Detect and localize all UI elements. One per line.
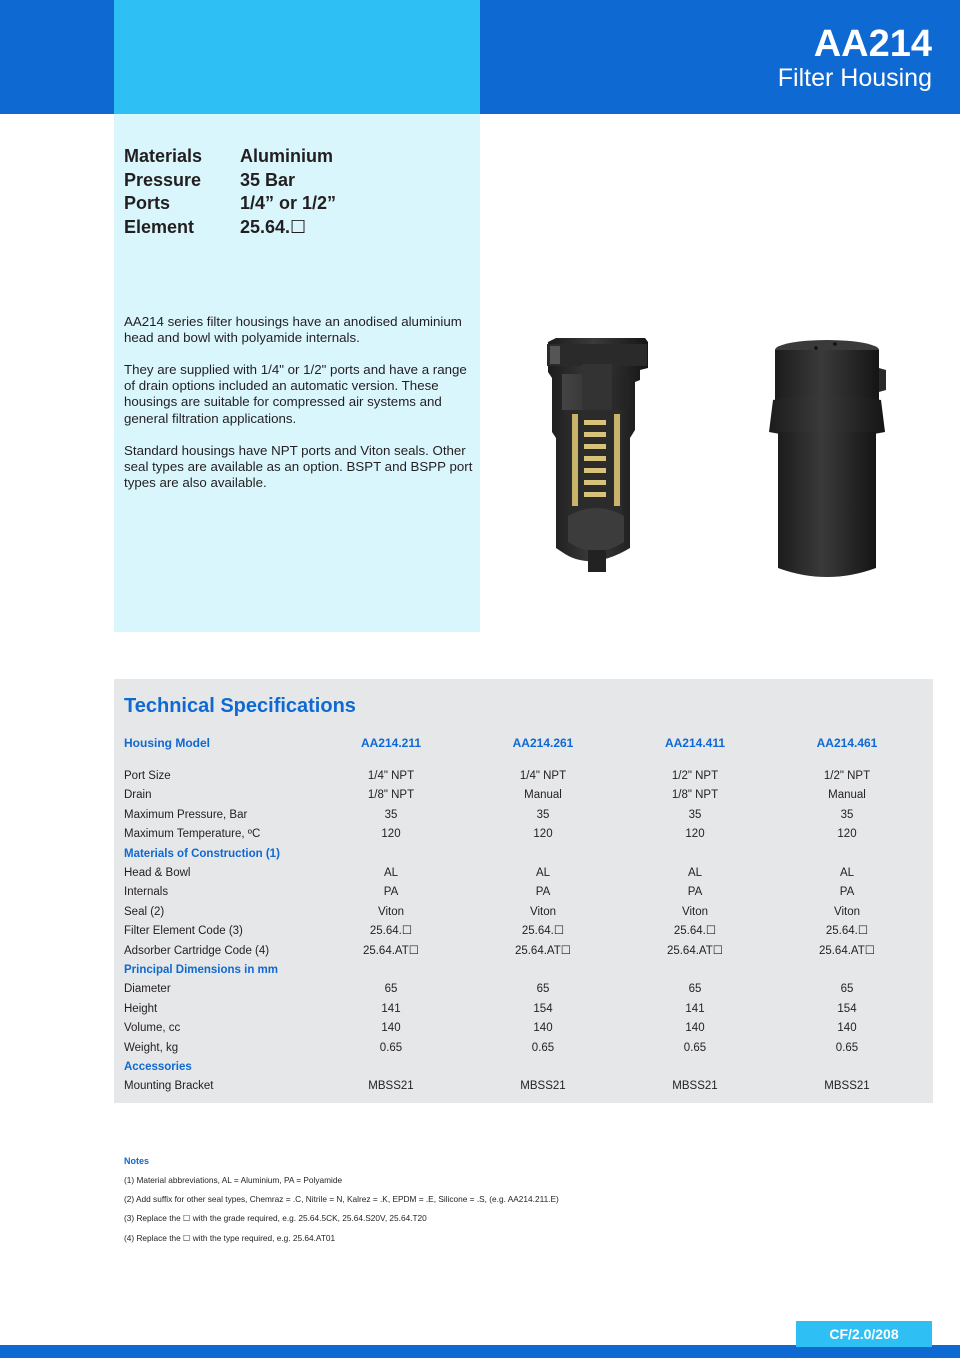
description-paragraph-3: Standard housings have NPT ports and Viton seals. Other seal types are available as an option. BSPT and BSPP port types are also available. <box>124 443 473 491</box>
spec-cell: 65 <box>536 983 550 996</box>
spec-cell: 25.64.AT☐ <box>666 944 724 957</box>
summary-value: Aluminium <box>240 146 333 166</box>
spec-header-label: Housing Model <box>124 736 210 750</box>
spec-row-label: Maximum Temperature, ºC <box>124 828 261 841</box>
product-images <box>490 320 930 590</box>
spec-cell: 35 <box>688 808 702 821</box>
spec-cell: PA <box>839 886 855 899</box>
spec-cell: 25.64.☐ <box>369 925 413 938</box>
product-code: AA214 <box>813 23 932 65</box>
summary-value: 25.64.☐ <box>240 216 307 237</box>
spec-section-heading <box>124 961 924 980</box>
spec-row <box>124 922 924 941</box>
spec-row-label: Mounting Bracket <box>124 1080 214 1093</box>
spec-row <box>124 767 924 786</box>
header-accent-block <box>114 0 480 114</box>
spec-cell: 65 <box>840 983 854 996</box>
summary-label: Pressure <box>124 169 202 190</box>
spec-row <box>124 980 924 999</box>
spec-cell: 1/2" NPT <box>671 770 719 782</box>
summary-row-ports <box>124 192 464 216</box>
spec-row-label: Volume, cc <box>124 1022 181 1035</box>
spec-cell: 1/2" NPT <box>823 770 871 782</box>
spec-cell: 35 <box>536 808 550 821</box>
spec-cell: 25.64.AT☐ <box>514 944 572 957</box>
spec-model-4: AA214.461 <box>816 736 878 750</box>
spec-row <box>124 864 924 883</box>
full-housing-image <box>769 340 886 577</box>
spec-cell: 154 <box>837 1002 857 1015</box>
spec-section-heading <box>124 1058 924 1077</box>
spec-cell: 0.65 <box>683 1041 707 1054</box>
spec-cell: 1/4" NPT <box>367 770 415 782</box>
spec-row <box>124 806 924 825</box>
cutaway-housing-image <box>547 338 648 572</box>
spec-cell: 120 <box>837 828 857 841</box>
description-paragraph-2: They are supplied with 1/4" or 1/2" ports and have a range of drain options included an automatic version. These housings are suitable for compressed air systems and general filtration applications. <box>124 362 467 426</box>
spec-row-label: Head & Bowl <box>124 867 191 879</box>
spec-cell: 25.64.☐ <box>521 925 565 938</box>
notes-title: Notes <box>124 1156 150 1166</box>
summary-value: 35 Bar <box>240 169 296 190</box>
spec-section-heading <box>124 845 924 864</box>
spec-cell: 0.65 <box>379 1041 403 1054</box>
spec-cell: 0.65 <box>835 1041 859 1054</box>
spec-title: Technical Specifications <box>124 695 356 717</box>
spec-row-label: Drain <box>124 789 152 802</box>
summary-row-element <box>124 216 464 240</box>
spec-row <box>124 942 924 961</box>
spec-cell: 1/4" NPT <box>519 770 567 782</box>
spec-cell: 141 <box>381 1002 401 1015</box>
spec-row-label: Height <box>124 1002 158 1015</box>
spec-row-label: Filter Element Code (3) <box>124 925 243 938</box>
spec-cell: Manual <box>828 789 866 802</box>
spec-row-label: Maximum Pressure, Bar <box>124 808 248 821</box>
spec-row <box>124 786 924 805</box>
spec-section-label: Accessories <box>124 1061 192 1073</box>
spec-section-label: Principal Dimensions in mm <box>124 964 279 976</box>
spec-cell: 1/8" NPT <box>367 789 415 802</box>
document-reference: CF/2.0/208 <box>796 1321 932 1347</box>
spec-row <box>124 1077 924 1096</box>
note-item: (2) Add suffix for other seal types, Chemraz = .C, Nitrile = N, Kalrez = .K, EPDM = .E, Silicone = .S, (e.g. AA214.211.E) <box>124 1194 559 1204</box>
summary-row-pressure <box>124 169 464 193</box>
spec-cell: Viton <box>681 905 708 918</box>
spec-model-2: AA214.261 <box>512 736 574 750</box>
spec-cell: AL <box>839 867 855 879</box>
spec-cell: 25.64.AT☐ <box>818 944 876 957</box>
spec-cell: MBSS21 <box>368 1080 414 1093</box>
spec-cell: AL <box>687 867 703 879</box>
spec-row <box>124 903 924 922</box>
spec-cell: MBSS21 <box>520 1080 566 1093</box>
spec-cell: Viton <box>833 905 860 918</box>
note-item: (1) Material abbreviations, AL = Aluminium, PA = Polyamide <box>124 1175 343 1185</box>
summary-label: Element <box>124 216 195 237</box>
note-item: (4) Replace the ☐ with the type required, e.g. 25.64.AT01 <box>124 1233 336 1243</box>
spec-model-3: AA214.411 <box>664 736 726 750</box>
spec-cell: 25.64.☐ <box>825 925 869 938</box>
spec-cell: 120 <box>533 828 553 841</box>
spec-cell: PA <box>383 886 399 899</box>
spec-row-label: Weight, kg <box>124 1041 179 1054</box>
spec-cell: 120 <box>381 828 401 841</box>
spec-row-label: Diameter <box>124 983 171 996</box>
spec-cell: MBSS21 <box>672 1080 718 1093</box>
summary-row-materials <box>124 145 464 169</box>
spec-model-1: AA214.211 <box>360 736 422 750</box>
spec-cell: PA <box>687 886 703 899</box>
spec-row-label: Internals <box>124 886 169 899</box>
spec-cell: 140 <box>837 1022 857 1035</box>
spec-cell: 35 <box>384 808 398 821</box>
spec-cell: 65 <box>688 983 702 996</box>
spec-cell: 0.65 <box>531 1041 555 1054</box>
spec-cell: 1/8" NPT <box>671 789 719 802</box>
spec-cell: 140 <box>685 1022 705 1035</box>
summary-label: Ports <box>124 193 171 213</box>
spec-cell: 25.64.☐ <box>673 925 717 938</box>
spec-cell: 35 <box>840 808 854 821</box>
spec-cell: AL <box>535 867 551 879</box>
spec-cell: 154 <box>533 1002 553 1015</box>
summary-label: Materials <box>124 146 203 166</box>
spec-row <box>124 825 924 844</box>
spec-cell: AL <box>383 867 399 879</box>
spec-row <box>124 1019 924 1038</box>
spec-row <box>124 1000 924 1019</box>
spec-cell: 25.64.AT☐ <box>362 944 420 957</box>
spec-cell: 140 <box>533 1022 553 1035</box>
spec-cell: MBSS21 <box>824 1080 870 1093</box>
spec-cell: 65 <box>384 983 398 996</box>
spec-row <box>124 883 924 902</box>
spec-cell: Manual <box>524 789 562 802</box>
spec-cell: 140 <box>381 1022 401 1035</box>
spec-row-label: Port Size <box>124 770 171 782</box>
summary-value: 1/4” or 1/2” <box>240 193 337 213</box>
spec-cell: 120 <box>685 828 705 841</box>
summary-list <box>124 145 464 239</box>
spec-cell: Viton <box>529 905 556 918</box>
spec-row-label: Adsorber Cartridge Code (4) <box>124 944 270 957</box>
spec-cell: Viton <box>377 905 404 918</box>
product-name: Filter Housing <box>777 64 932 92</box>
description-paragraph-1: AA214 series filter housings have an anodised aluminium head and bowl with polyamide internals. <box>124 314 462 346</box>
spec-cell: 141 <box>685 1002 705 1015</box>
spec-row <box>124 1039 924 1058</box>
spec-row-label: Seal (2) <box>124 905 165 918</box>
note-item: (3) Replace the ☐ with the grade required, e.g. 25.64.5CK, 25.64.S20V, 25.64.T20 <box>124 1213 427 1223</box>
spec-section-label: Materials of Construction (1) <box>124 847 280 860</box>
spec-cell: PA <box>535 886 551 899</box>
